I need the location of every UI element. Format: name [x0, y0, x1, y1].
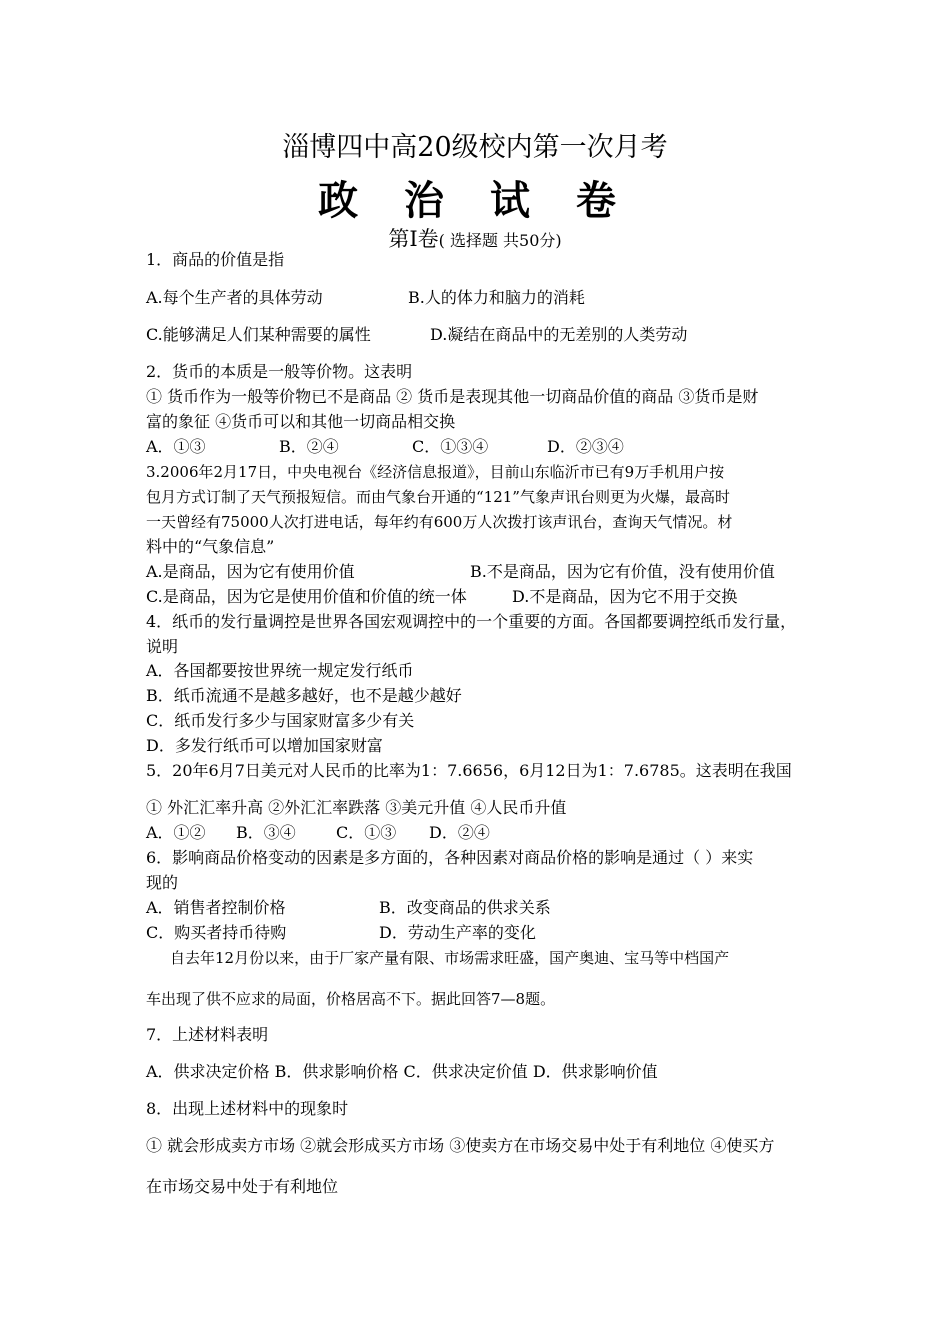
material-line1: 自去年12月份以来，由于厂家产量有限、市场需求旺盛，国产奥迪、宝马等中档国产 [170, 949, 730, 967]
q6-stem-line1: 6．影响商品价格变动的因素是多方面的，各种因素对商品价格的影响是通过（ ）来实 [146, 848, 754, 867]
part-detail: ( 选择题 共50分) [438, 231, 562, 250]
q5-option-b: B．③④ [236, 823, 296, 842]
q8-statements-line1: ① 就会形成卖方市场 ②就会形成买方市场 ③使卖方在市场交易中处于有利地位 ④使买方 [146, 1136, 775, 1155]
q6-option-c: C．购买者持币待购 [146, 923, 287, 942]
q3-option-c: C.是商品，因为它是使用价值和价值的统一体 [146, 587, 467, 606]
q5-statements: ① 外汇汇率升高 ②外汇汇率跌落 ③美元升值 ④人民币升值 [146, 798, 567, 817]
q2-stem: 2．货币的本质是一般等价物。这表明 [146, 362, 413, 381]
subject-title: 政 治 试 卷 [318, 177, 632, 224]
q2-option-b: B．②④ [279, 437, 339, 456]
q6-option-b: B．改变商品的供求关系 [379, 898, 551, 917]
q1-option-b: B.人的体力和脑力的消耗 [408, 288, 585, 307]
q5-option-d: D．②④ [429, 823, 490, 842]
q1-option-c: C.能够满足人们某种需要的属性 [146, 325, 371, 344]
q4-option-c: C．纸币发行多少与国家财富多少有关 [146, 711, 415, 730]
q3-option-b: B.不是商品，因为它有价值，没有使用价值 [470, 562, 775, 581]
q4-stem-line1: 4．纸币的发行量调控是世界各国宏观调控中的一个重要的方面。各国都要调控纸币发行量， [146, 612, 797, 631]
q4-option-b: B．纸币流通不是越多越好，也不是越少越好 [146, 686, 462, 705]
material-line2: 车出现了供不应求的局面，价格居高不下。据此回答7—8题。 [146, 990, 556, 1008]
q2-option-d: D．②③④ [547, 437, 624, 456]
q5-stem: 5．20年6月7日美元对人民币的比率为1：7.6656，6月12日为1：7.6785。这表明在我国 [146, 761, 792, 780]
q3-option-a: A.是商品，因为它有使用价值 [146, 562, 355, 581]
q3-option-d: D.不是商品，因为它不用于交换 [512, 587, 738, 606]
q3-stem-line3: 一天曾经有75000人次打进电话，每年约有600万人次拨打该声讯台，查询天气情况。材 [146, 513, 733, 531]
q5-option-c: C．①③ [336, 823, 397, 842]
q8-statements-line2: 在市场交易中处于有利地位 [146, 1177, 339, 1196]
q5-option-a: A．①② [146, 823, 206, 842]
q1-option-d: D.凝结在商品中的无差别的人类劳动 [430, 325, 688, 344]
school-exam-title: 淄博四中高20级校内第一次月考 [282, 132, 668, 163]
q2-option-c: C．①③④ [412, 437, 489, 456]
q6-option-d: D．劳动生产率的变化 [379, 923, 536, 942]
q8-stem: 8．出现上述材料中的现象时 [146, 1099, 349, 1118]
q1-stem: 1．商品的价值是指 [146, 250, 285, 269]
q7-stem: 7．上述材料表明 [146, 1025, 269, 1044]
q6-stem-line2: 现的 [146, 873, 179, 892]
q3-stem-line2: 包月方式订制了天气预报短信。而由气象台开通的“121”气象声讯台则更为火爆，最高时 [146, 488, 730, 506]
q3-stem-line4: 料中的“气象信息” [146, 537, 275, 556]
q4-stem-line2: 说明 [146, 637, 179, 656]
q4-option-d: D．多发行纸币可以增加国家财富 [146, 736, 383, 755]
q2-option-a: A．①③ [146, 437, 206, 456]
q2-statements-line1: ① 货币作为一般等价物已不是商品 ② 货币是表现其他一切商品价值的商品 ③货币是财 [146, 387, 759, 406]
q6-option-a: A．销售者控制价格 [146, 898, 286, 917]
q1-option-a: A.每个生产者的具体劳动 [146, 288, 323, 307]
q4-option-a: A．各国都要按世界统一规定发行纸币 [146, 661, 414, 680]
q2-statements-line2: 富的象征 ④货币可以和其他一切商品相交换 [146, 412, 456, 431]
part-heading [0, 225, 950, 255]
part-prefix: 第Ⅰ卷 [388, 227, 439, 251]
q3-stem-line1: 3.2006年2月17日，中央电视台《经济信息报道》，目前山东临沂市已有9万手机用户按 [146, 463, 725, 481]
q7-options: A．供求决定价格 B．供求影响价格 C．供求决定价值 D．供求影响价值 [146, 1062, 658, 1081]
